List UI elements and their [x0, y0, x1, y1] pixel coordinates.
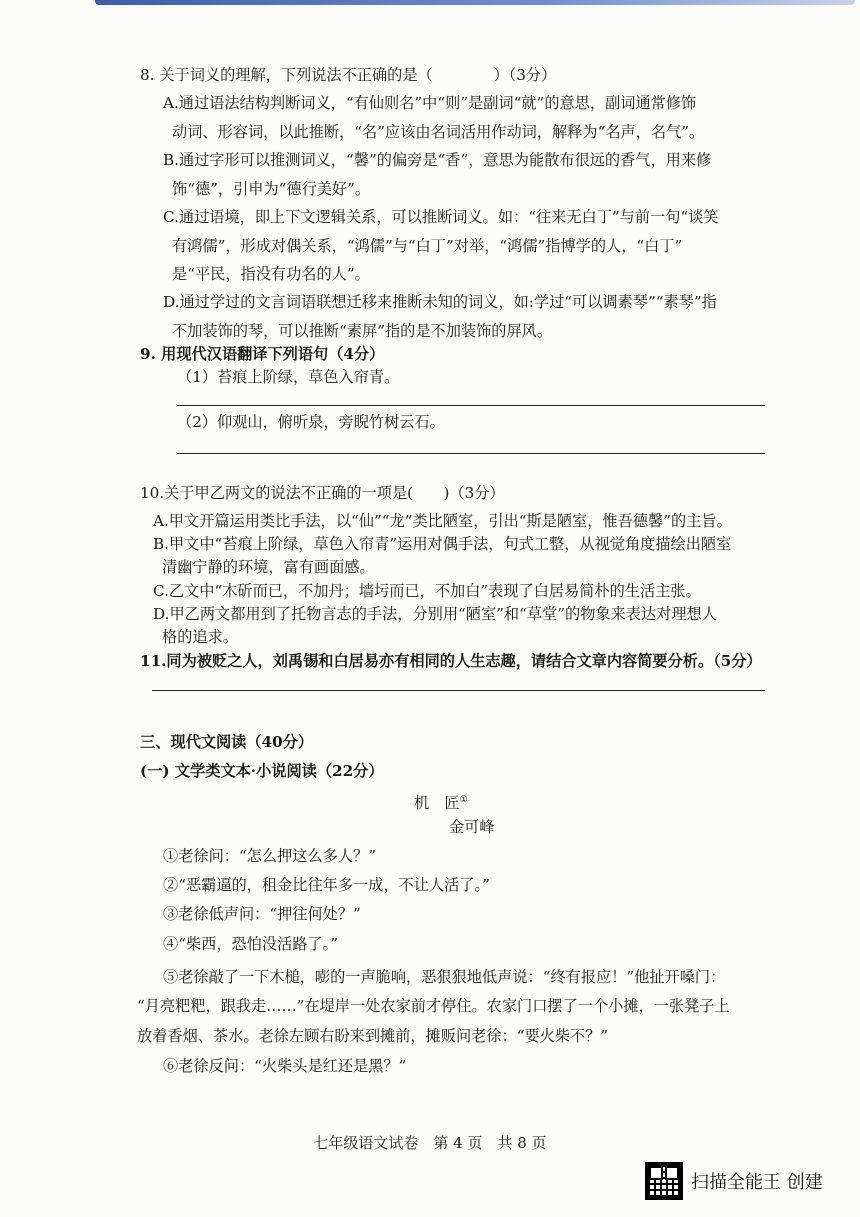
- q8-option-c-line2: 有鸿儒”，形成对偶关系，“鸿儒”与“白丁”对举，“鸿儒”指博学的人，“白丁”: [172, 237, 683, 255]
- q11-stem: 11.同为被贬之人，刘禹锡和白居易亦有相同的人生志趣，请结合文章内容简要分析。（5分）: [140, 652, 762, 670]
- q8-option-b-line1: B.通过字形可以推测词义，“馨”的偏旁是“香”，意思为能散布很远的香气，用来修: [163, 151, 712, 169]
- paragraph-5-line1: ⑤老徐敲了一下木槌，嘭的一声脆响，恶狠狠地低声说：“终有报应！”他扯开嗓门：: [163, 968, 726, 986]
- q10-option-d-line1: D.甲乙两文都用到了托物言志的手法，分别用“陋室”和“草堂”的物象来表达对理想人: [153, 605, 717, 623]
- q8-option-d-line2: 不加装饰的琴，可以推断“素屏”指的是不加装饰的屏风。: [172, 322, 553, 340]
- q8-option-c-line1: C.通过语境，即上下文逻辑关系，可以推断词义。如：“往来无白丁”与前一句“谈笑: [163, 208, 719, 226]
- q9-sentence-2: （2）仰观山，俯听泉，旁睨竹树云石。: [177, 413, 445, 431]
- q10-stem: 10.关于甲乙两文的说法不正确的一项是( )（3分）: [140, 484, 505, 502]
- q8-option-a-line2: 动词、形容词，以此推断，“名”应该由名词活用作动词，解释为“名声，名气”。: [172, 123, 705, 141]
- q8-option-b-line2: 饰“德”，引申为“德行美好”。: [172, 180, 371, 198]
- q8-option-d-line1: D.通过学过的文言词语联想迁移来推断未知的词义，如:学过“可以调素琴”“素琴”指: [163, 293, 717, 311]
- q9-sentence-1: （1）苔痕上阶绿，草色入帘青。: [177, 368, 400, 386]
- paragraph-3: ③老徐低声问：“押往何处？”: [163, 905, 361, 923]
- q10-option-b-line1: B.甲文中“苔痕上阶绿，草色入帘青”运用对偶手法，句式工整，从视觉角度描绘出陋室: [153, 535, 732, 553]
- q9-answer-line-2[interactable]: [177, 453, 765, 454]
- q8-option-a-line1: A.通过语法结构判断词义，“有仙则名”中“则”是副词“就”的意思，副词通常修饰: [163, 94, 697, 112]
- paragraph-5-line2: “月亮粑粑，跟我走……”在堤岸一处农家前才停住。农家门口摆了一个小摊，一张凳子上: [137, 997, 730, 1015]
- story-title: [414, 789, 468, 814]
- paragraph-4: ④“柴西，恐怕没活路了。”: [163, 935, 338, 953]
- q11-answer-line[interactable]: [152, 690, 765, 691]
- paragraph-5-line3: 放着香烟、茶水。老徐左顾右盼来到摊前，摊贩问老徐：“要火柴不？”: [137, 1027, 609, 1045]
- q10-option-d-line2: 格的追求。: [162, 628, 238, 646]
- scanner-header-bar: [95, 0, 855, 5]
- qr-code-icon: [645, 1162, 683, 1200]
- section-title: 三、现代文阅读（40分）: [140, 733, 314, 751]
- story-title-text: 机 匠: [414, 794, 460, 813]
- q10-option-c: C.乙文中“木斫而已，不加丹；墙圬而已，不加白”表现了白居易简朴的生活主张。: [153, 582, 701, 600]
- q8-option-c-line3: 是“平民，指没有功名的人”。: [172, 265, 370, 283]
- q10-option-a: A.甲文开篇运用类比手法，以“仙”“龙”类比陋室，引出“斯是陋室，惟吾德馨”的主旨。: [153, 512, 732, 530]
- scanner-watermark-text: 扫描全能王 创建: [691, 1172, 823, 1193]
- paragraph-6: ⑥老徐反问：“火柴头是红还是黑？”: [163, 1057, 407, 1075]
- scanner-watermark: [645, 1162, 823, 1200]
- q8-stem: 8. 关于词义的理解，下列说法不正确的是（ ）（3分）: [140, 66, 557, 84]
- subsection-title: (一) 文学类文本·小说阅读（22分）: [140, 762, 384, 780]
- q9-answer-line-1[interactable]: [177, 405, 765, 406]
- q10-option-b-line2: 清幽宁静的环境，富有画面感。: [162, 558, 375, 576]
- story-author: 金可峰: [449, 818, 495, 836]
- paragraph-1: ①老徐问：“怎么押这么多人？”: [163, 847, 376, 865]
- paragraph-2: ②“恶霸逼的，租金比往年多一成，不让人活了。”: [163, 876, 490, 894]
- q9-stem: 9. 用现代汉语翻译下列语句（4分）: [140, 345, 385, 363]
- story-title-footnote: ①: [459, 795, 468, 805]
- page-footer: 七年级语文试卷 第 4 页 共 8 页: [313, 1134, 547, 1152]
